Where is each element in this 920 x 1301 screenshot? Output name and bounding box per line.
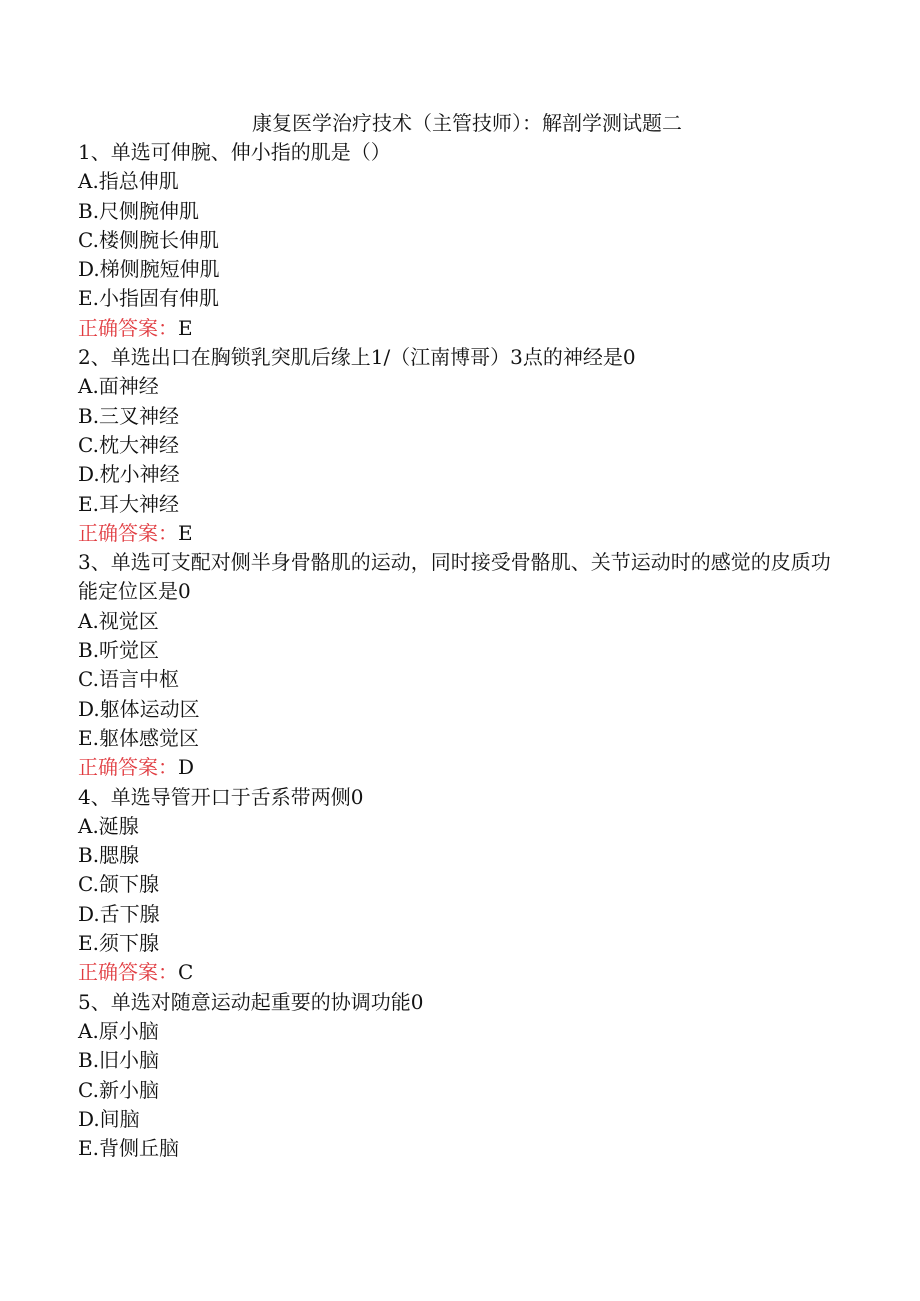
question-stem: 2、单选出口在胸锁乳突肌后缘上1/（江南博哥）3点的神经是0: [78, 345, 636, 370]
question-stem: 5、单选对随意运动起重要的协调功能0: [78, 989, 424, 1014]
answer-label: 正确答案：: [78, 755, 178, 780]
option-a: A.原小脑: [78, 1018, 159, 1043]
answer-value: C: [178, 960, 194, 985]
correct-answer: [78, 519, 838, 548]
option-c: C.新小脑: [78, 1077, 159, 1102]
question-5: [78, 988, 838, 1164]
question-3: [78, 548, 838, 782]
option-c: C.枕大神经: [78, 432, 179, 457]
answer-label: 正确答案：: [78, 520, 178, 545]
answer-value: D: [178, 755, 195, 780]
option-e: E.须下腺: [78, 931, 159, 956]
correct-answer: [78, 753, 838, 782]
question-1: [78, 138, 838, 343]
option-a: A.指总伸肌: [78, 169, 179, 194]
option-d: D.舌下腺: [78, 901, 160, 926]
option-d: D.枕小神经: [78, 462, 180, 487]
answer-value: E: [178, 520, 193, 545]
option-d: D.间脑: [78, 1106, 140, 1131]
option-b: B.听觉区: [78, 638, 160, 663]
document-title: 康复医学治疗技术（主管技师）：解剖学测试题二: [252, 111, 682, 135]
option-e: E.小指固有伸肌: [78, 286, 219, 311]
option-e: E.背侧丘脑: [78, 1136, 179, 1161]
question-2: [78, 343, 838, 548]
option-b: B.尺侧腕伸肌: [78, 198, 200, 223]
correct-answer: [78, 314, 838, 343]
option-a: A.面神经: [78, 374, 159, 399]
option-b: B.旧小脑: [78, 1048, 160, 1073]
option-e: E.耳大神经: [78, 491, 179, 516]
option-d: D.梯侧腕短伸肌: [78, 257, 220, 282]
question-stem: 1、单选可伸腕、伸小指的肌是（）: [78, 140, 391, 164]
document-page: [78, 108, 838, 1163]
question-stem: 3、单选可支配对侧半身骨骼肌的运动，同时接受骨骼肌、关节运动时的感觉的皮质功能定位区是0: [78, 550, 831, 604]
question-stem: 4、单选导管开口于舌系带两侧0: [78, 784, 364, 809]
answer-label: 正确答案：: [78, 960, 178, 985]
option-a: A.视觉区: [78, 608, 159, 633]
option-a: A.涎腺: [78, 813, 139, 838]
option-b: B.腮腺: [78, 843, 140, 868]
option-c: C.语言中枢: [78, 667, 179, 692]
question-4: [78, 783, 838, 988]
option-d: D.躯体运动区: [78, 696, 200, 721]
answer-label: 正确答案：: [78, 315, 178, 340]
option-b: B.三叉神经: [78, 403, 180, 428]
option-c: C.颌下腺: [78, 872, 159, 897]
correct-answer: [78, 958, 838, 987]
option-e: E.躯体感觉区: [78, 725, 199, 750]
answer-value: E: [178, 315, 193, 340]
option-c: C.楼侧腕长伸肌: [78, 227, 219, 252]
